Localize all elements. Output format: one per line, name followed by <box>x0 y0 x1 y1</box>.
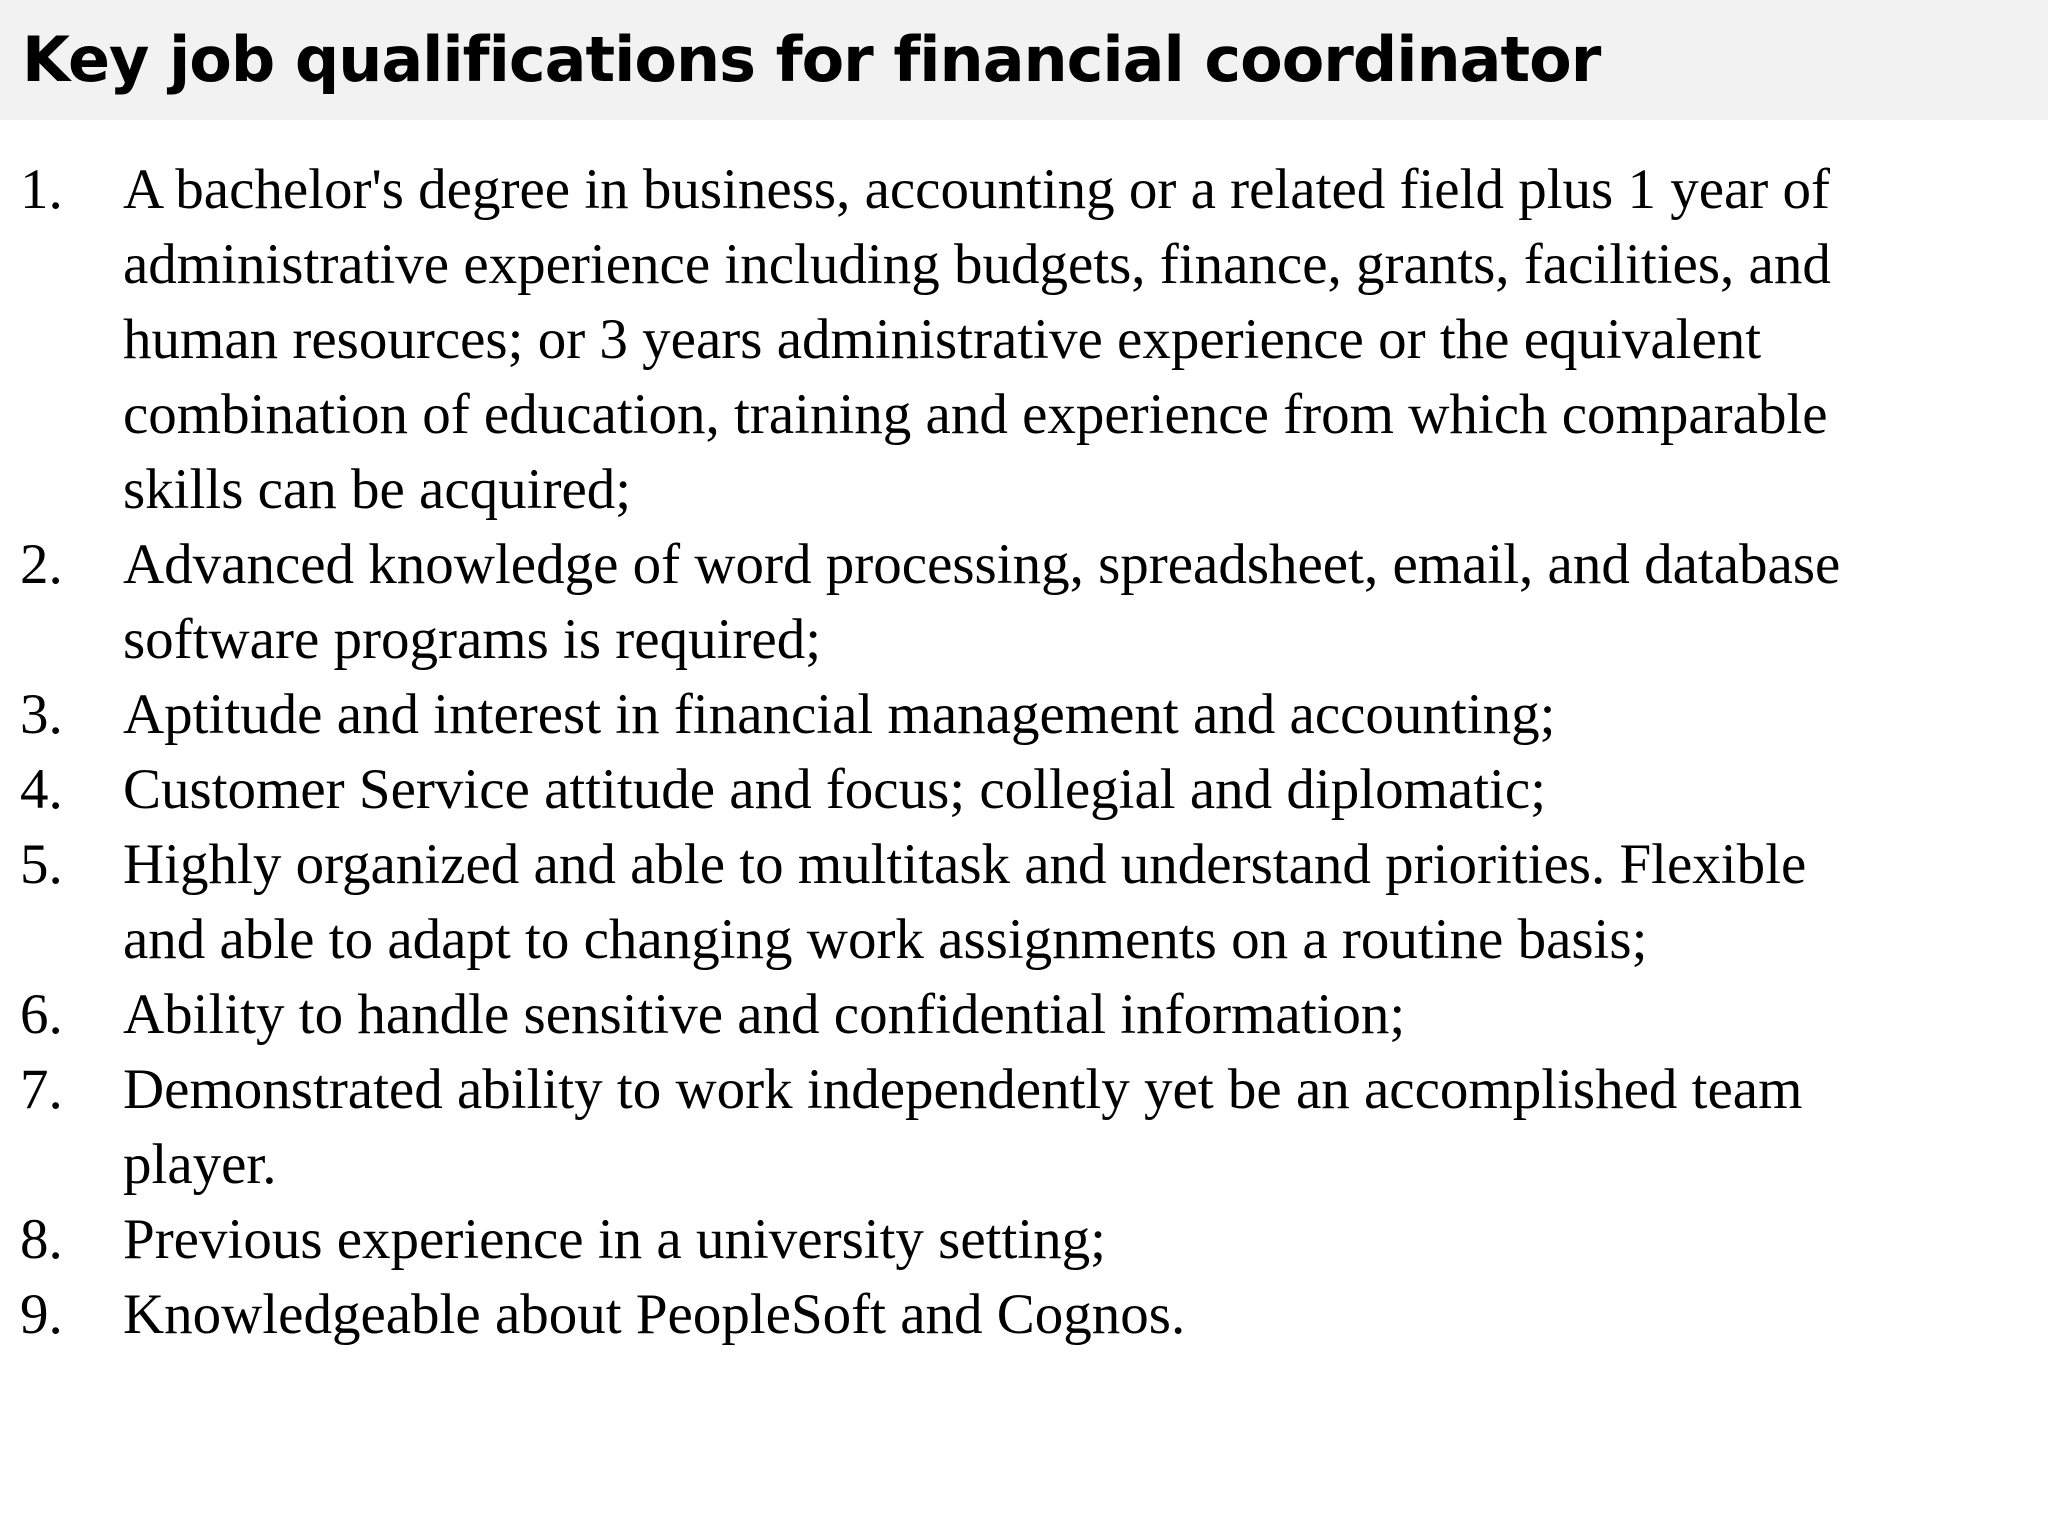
list-item-number: 3. <box>20 683 63 746</box>
list-item-line: Highly organized and able to multitask and understand priorities. Flexible <box>123 833 1807 896</box>
page-title: Key job qualifications for financial coordinator <box>22 23 1601 96</box>
list-item-line: skills can be acquired; <box>123 458 632 521</box>
list-item-line: Knowledgeable about PeopleSoft and Cognos. <box>123 1283 1186 1346</box>
list-item <box>0 752 2048 827</box>
list-item <box>0 827 2048 977</box>
list-item-line: Previous experience in a university setting; <box>123 1208 1106 1271</box>
list-item <box>0 677 2048 752</box>
list-item <box>0 152 2048 527</box>
list-item-line: player. <box>123 1133 277 1196</box>
list-item <box>0 1052 2048 1202</box>
list-item-number: 2. <box>20 533 63 596</box>
list-item-number: 6. <box>20 983 63 1046</box>
list-item-line: Aptitude and interest in financial management and accounting; <box>123 683 1556 746</box>
list-item <box>0 1202 2048 1277</box>
list-item-line: A bachelor's degree in business, accounting or a related field plus 1 year of <box>123 158 1831 221</box>
list-item-line: combination of education, training and experience from which comparable <box>123 383 1828 446</box>
list-item-number: 4. <box>20 758 63 821</box>
qualifications-list <box>0 152 2048 1352</box>
title-bar <box>0 0 2048 120</box>
list-item-line: human resources; or 3 years administrative experience or the equivalent <box>123 308 1762 371</box>
list-item-number: 9. <box>20 1283 63 1346</box>
list-item <box>0 977 2048 1052</box>
list-item-number: 7. <box>20 1058 63 1121</box>
list-item-line: Demonstrated ability to work independently yet be an accomplished team <box>123 1058 1803 1121</box>
list-item-number: 5. <box>20 833 63 896</box>
list-item <box>0 527 2048 677</box>
list-item-line: Customer Service attitude and focus; collegial and diplomatic; <box>123 758 1547 821</box>
list-item <box>0 1277 2048 1352</box>
list-item-line: and able to adapt to changing work assignments on a routine basis; <box>123 908 1648 971</box>
list-item-line: Ability to handle sensitive and confidential information; <box>123 983 1406 1046</box>
list-item-line: software programs is required; <box>123 608 822 671</box>
list-item-line: administrative experience including budgets, finance, grants, facilities, and <box>123 233 1831 296</box>
list-item-line: Advanced knowledge of word processing, spreadsheet, email, and database <box>123 533 1841 596</box>
list-item-number: 1. <box>20 158 63 221</box>
list-item-number: 8. <box>20 1208 63 1271</box>
